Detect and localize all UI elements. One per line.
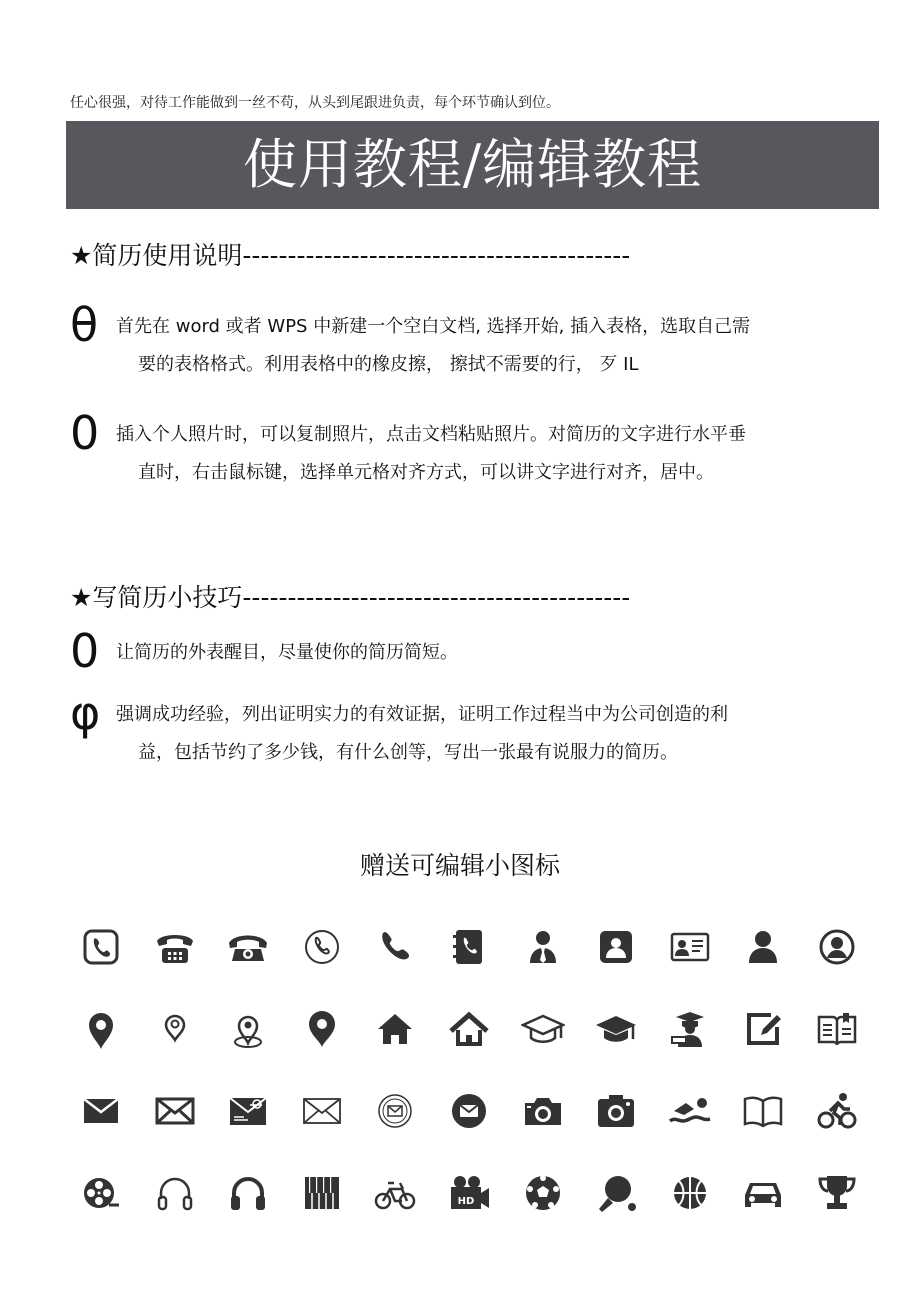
id-card-icon	[663, 920, 717, 974]
icon-grid	[74, 920, 864, 1248]
bullet-theta: θ	[70, 298, 99, 352]
open-book-icon	[810, 1002, 864, 1056]
item-text-line1: 首先在 word 或者 WPS 中新建一个空白文档, 选择开始, 插入表格，选取自己需	[116, 316, 751, 337]
item-text-line1: 插入个人照片时，可以复制照片，点击文档粘贴照片。对简历的文字进行水平垂	[116, 424, 746, 445]
icon-row	[74, 1084, 864, 1138]
intro-line: 任心很强，对待工作能做到一丝不苟，从头到尾跟进负责，每个环节确认到位。	[70, 95, 560, 111]
ping-pong-icon	[589, 1166, 643, 1220]
item-text-line1: 强调成功经验，列出证明实力的有效证据，证明工作过程当中为公司创造的利	[116, 704, 728, 725]
bicycle-icon	[368, 1166, 422, 1220]
graduation-cap-icon	[589, 1002, 643, 1056]
camera-icon	[516, 1084, 570, 1138]
cycling-icon	[810, 1084, 864, 1138]
mail-thin-icon	[295, 1084, 349, 1138]
car-icon	[736, 1166, 790, 1220]
person-tie-icon	[516, 920, 570, 974]
mail-outline-icon	[148, 1084, 202, 1138]
soccer-ball-icon	[516, 1166, 570, 1220]
contact-card-icon	[589, 920, 643, 974]
swimming-icon	[663, 1084, 717, 1138]
home-icon	[368, 1002, 422, 1056]
svg-text:HD: HD	[457, 1196, 475, 1207]
mail-circle-outline-icon	[368, 1084, 422, 1138]
mail-circle-icon	[442, 1084, 496, 1138]
film-reel-icon	[74, 1166, 128, 1220]
item-text-line1: 让简历的外表醒目，尽量使你的简历简短。	[116, 642, 458, 663]
phone-book-icon	[442, 920, 496, 974]
graduate-icon	[663, 1002, 717, 1056]
trophy-icon	[810, 1166, 864, 1220]
icon-row	[74, 1166, 864, 1220]
icon-row	[74, 1002, 864, 1056]
phone-circle-icon	[295, 920, 349, 974]
edit-note-icon	[736, 1002, 790, 1056]
gift-icons-title: 赠送可编辑小图标	[359, 851, 560, 880]
icon-row	[74, 920, 864, 974]
mail-icon	[74, 1084, 128, 1138]
graduation-cap-outline-icon	[516, 1002, 570, 1056]
phone-square-icon	[74, 920, 128, 974]
home-outline-icon	[442, 1002, 496, 1056]
banner-title: 使用教程/编辑教程	[66, 121, 879, 209]
mail-stamp-icon	[221, 1084, 275, 1138]
book-outline-icon	[736, 1084, 790, 1138]
person-circle-icon	[810, 920, 864, 974]
bullet-zero: 0	[70, 406, 100, 460]
person-icon	[736, 920, 790, 974]
location-solid-icon	[295, 1002, 349, 1056]
headphones-icon	[221, 1166, 275, 1220]
bullet-zero: 0	[70, 624, 100, 678]
piano-keys-icon	[295, 1166, 349, 1220]
phone-handset-icon	[368, 920, 422, 974]
bullet-phi: φ	[70, 686, 101, 740]
headphones-outline-icon	[148, 1166, 202, 1220]
old-telephone-icon	[148, 920, 202, 974]
hd-video-camera-icon	[442, 1166, 496, 1220]
item-text-line2: 直时，右击鼠标键，选择单元格对齐方式，可以讲文字进行对齐，居中。	[138, 462, 714, 483]
section-heading-tips: ★写简历小技巧-------------------------------------------	[70, 583, 631, 612]
item-text-line2: 益，包括节约了多少钱，有什么创等，写出一张最有说服力的简历。	[138, 742, 678, 763]
camera-square-icon	[589, 1084, 643, 1138]
section-heading-usage: ★简历使用说明-------------------------------------------	[70, 241, 631, 270]
basketball-icon	[663, 1166, 717, 1220]
rotary-phone-icon	[221, 920, 275, 974]
item-text-line2: 要的表格格式。利用表格中的橡皮擦， 擦拭不需要的行， 歹 IL	[138, 354, 639, 375]
location-pin-icon	[74, 1002, 128, 1056]
location-outline-icon	[148, 1002, 202, 1056]
location-ring-icon	[221, 1002, 275, 1056]
